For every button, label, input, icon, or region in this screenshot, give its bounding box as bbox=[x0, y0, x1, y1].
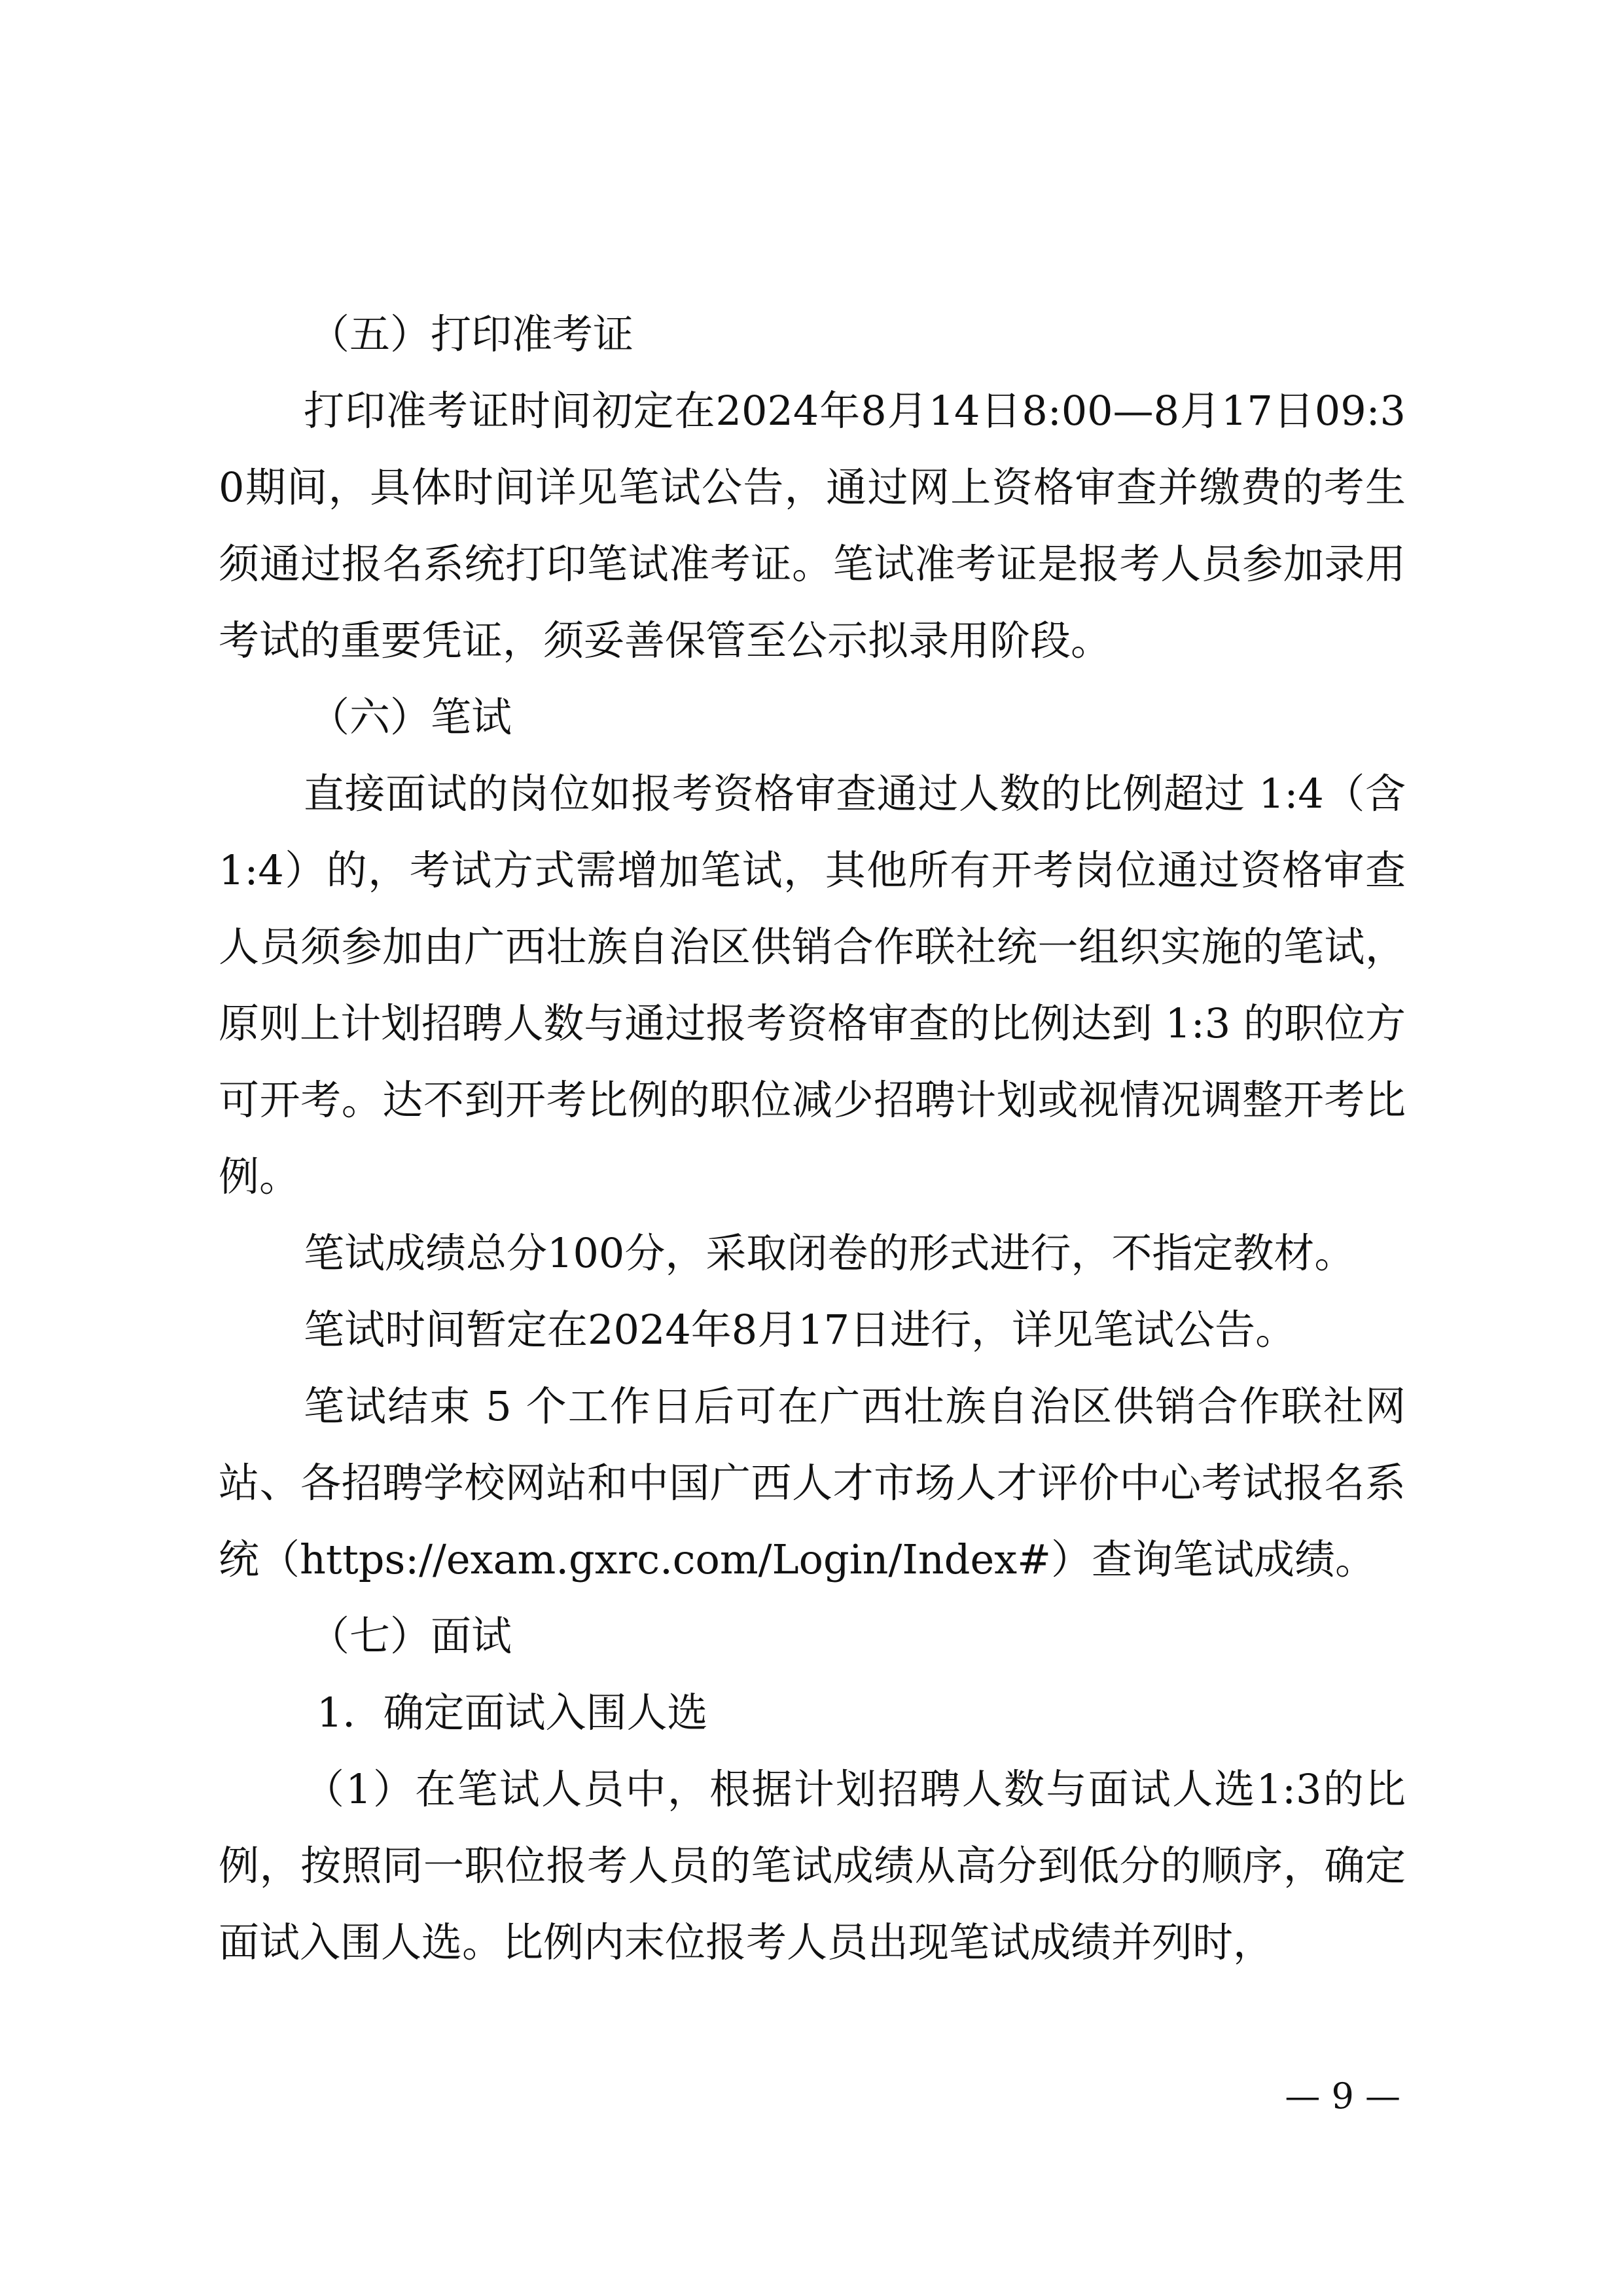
interview-item-1-heading: 1．确定面试入围人选 bbox=[317, 1689, 708, 1736]
paragraph-interview-selection: （1）在笔试人员中，根据计划招聘人数与面试人选1:3的比例，按照同一职位报考人员的笔试成绩从高分到低分的顺序，确定面试入围人选。比例内末位报考人员出现笔试成绩并列时， bbox=[219, 1765, 1406, 1966]
section-heading-interview: （七）面试 bbox=[309, 1612, 512, 1660]
paragraph-written-exam-score: 笔试成绩总分100分，采取闭卷的形式进行，不指定教材。 bbox=[304, 1229, 1355, 1277]
paragraph-written-exam-results: 笔试结束 5 个工作日后可在广西壮族自治区供销合作联社网站、各招聘学校网站和中国广西人才市场人才评价中心考试报名系统（https://exam.gxrc.com/Login/Index#）查询笔试成绩。 bbox=[219, 1382, 1406, 1583]
paragraph-written-exam-date: 笔试时间暂定在2024年8月17日进行，详见笔试公告。 bbox=[304, 1306, 1296, 1354]
paragraph-written-exam-requirement: 直接面试的岗位如报考资格审查通过人数的比例超过 1:4（含1:4）的，考试方式需增加笔试，其他所有开考岗位通过资格审查人员须参加由广西壮族自治区供销合作联社统一组织实施的笔试，原则上计划招聘人数与通过报考资格审查的比例达到 1:3 的职位方可开考。达不到开考比例的职位减少招聘计划或视情况调整开考比例。 bbox=[219, 770, 1406, 1200]
section-heading-print-admission: （五）打印准考证 bbox=[309, 310, 634, 358]
paragraph-print-admission: 打印准考证时间初定在2024年8月14日8:00—8月17日09:30期间，具体时间详见笔试公告，通过网上资格审查并缴费的考生须通过报名系统打印笔试准考证。笔试准考证是报考人员参加录用考试的重要凭证，须妥善保管至公示拟录用阶段。 bbox=[219, 387, 1406, 664]
page-body bbox=[219, 296, 1406, 1981]
section-heading-written-exam: （六）笔试 bbox=[309, 693, 512, 741]
page-number: — 9 — bbox=[1285, 2075, 1400, 2117]
